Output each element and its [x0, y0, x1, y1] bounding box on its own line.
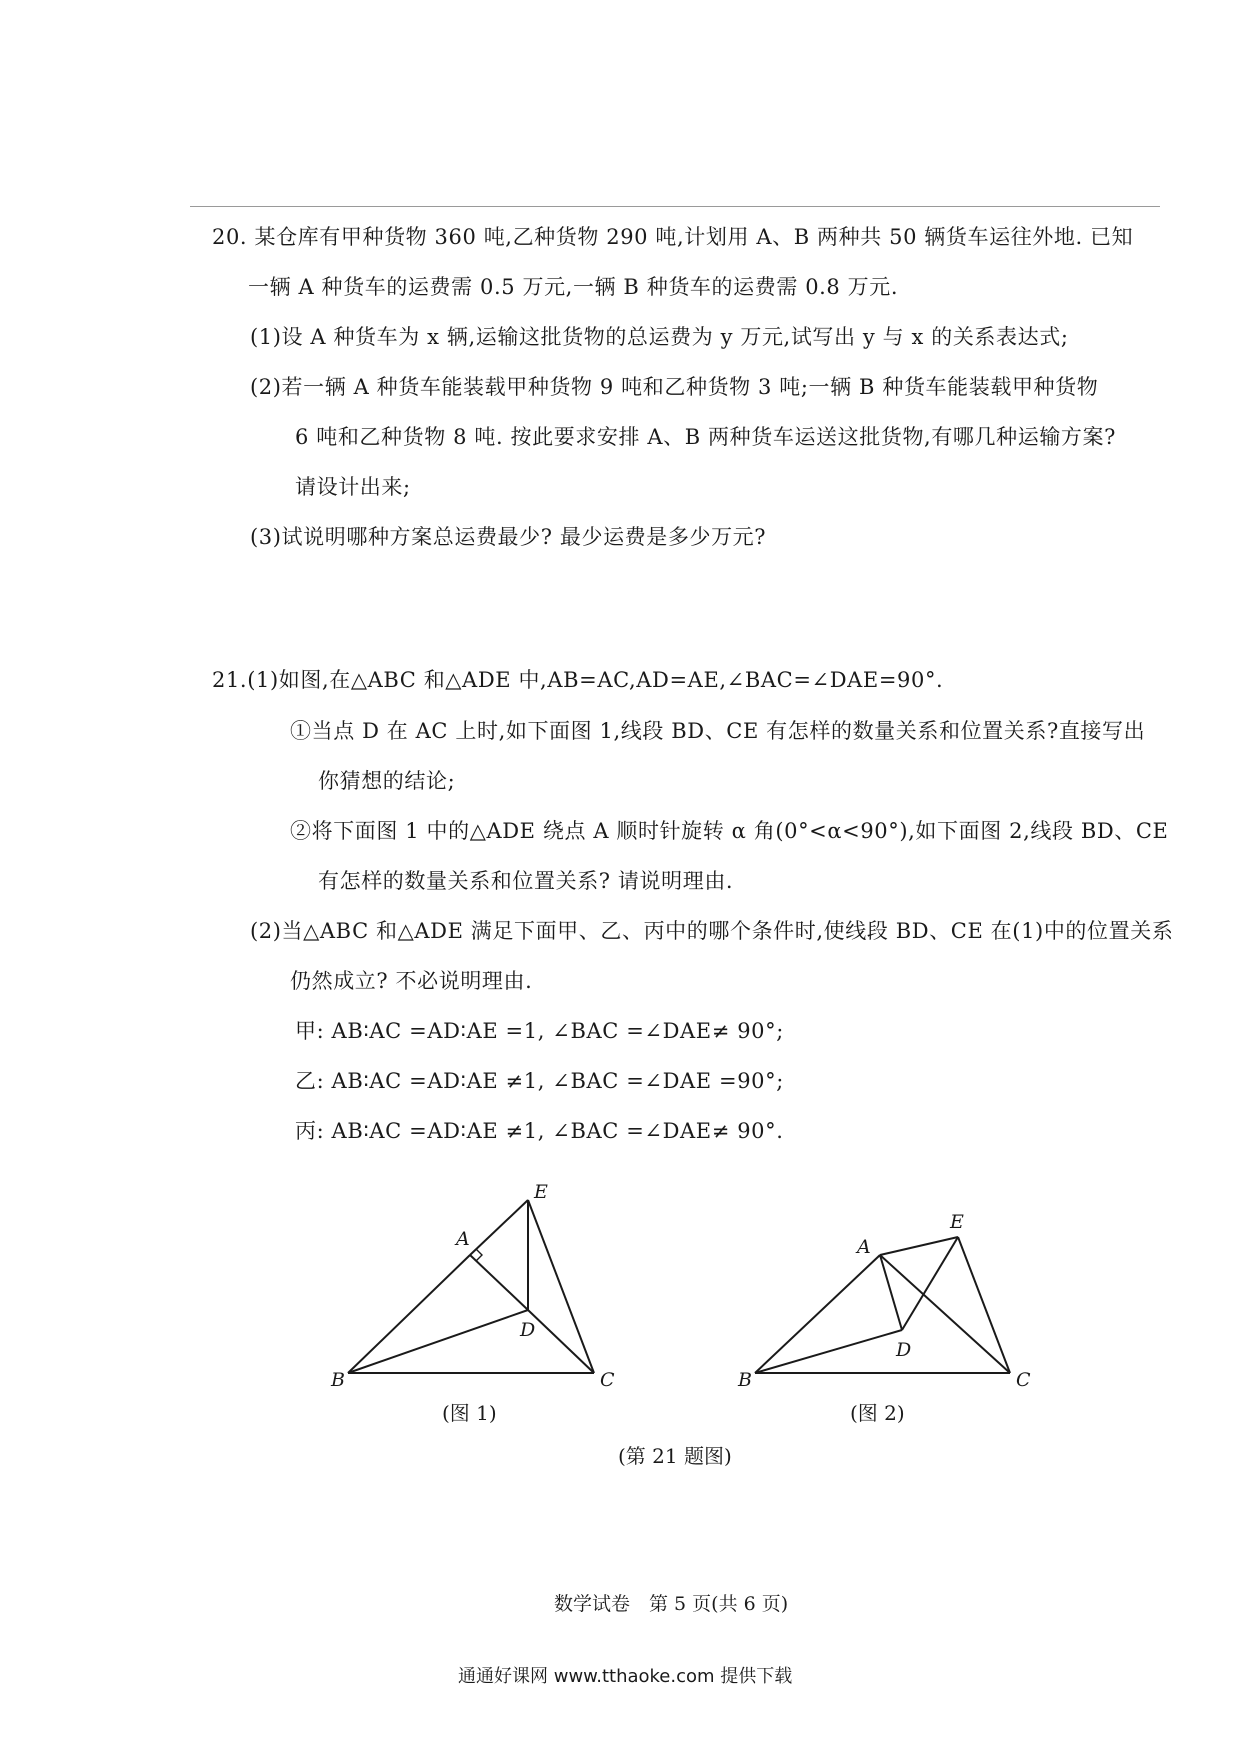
fig2-label-D: D	[896, 1339, 912, 1361]
q20-sub2b: 6 吨和乙种货物 8 吨. 按此要求安排 A、B 两种货车运送这批货物,有哪几种运输方案?	[295, 425, 1116, 449]
fig1-label-B: B	[331, 1369, 345, 1391]
download-credit: 通通好课网 www.tthaoke.com 提供下载	[458, 1666, 793, 1687]
fig1-segment-EC	[528, 1200, 594, 1373]
fig2-label-E: E	[950, 1211, 964, 1233]
q21-c1a: ①当点 D 在 AC 上时,如下面图 1,线段 BD、CE 有怎样的数量关系和位置关系?直接写出	[290, 719, 1146, 743]
figure-2-caption: (图 2)	[850, 1401, 905, 1425]
fig1-label-C: C	[600, 1369, 615, 1391]
fig1-segment-DC	[528, 1310, 594, 1373]
fig1-right-angle-mark	[476, 1249, 482, 1261]
fig1-segment-BD	[348, 1310, 528, 1373]
fig1-label-D: D	[520, 1319, 536, 1341]
q21-c2b: 有怎样的数量关系和位置关系? 请说明理由.	[318, 869, 734, 893]
fig2-segment-AE	[880, 1237, 958, 1255]
q20-line1: 20. 某仓库有甲种货物 360 吨,乙种货物 290 吨,计划用 A、B 两种共 50 辆货车运往外地. 已知	[212, 225, 1134, 249]
figure-1	[330, 1181, 615, 1391]
fig2-segment-EC	[958, 1237, 1010, 1373]
fig1-segment-BA	[348, 1255, 470, 1373]
q21-p2b: 仍然成立? 不必说明理由.	[290, 969, 533, 993]
q21-condition-jia: 甲: AB∶AC =AD∶AE =1, ∠BAC =∠DAE≠ 90°;	[295, 1019, 784, 1043]
q20-sub1: (1)设 A 种货车为 x 辆,运输这批货物的总运费为 y 万元,试写出 y 与 x 的关系表达式;	[250, 325, 1069, 349]
q21-line1: 21.(1)如图,在△ABC 和△ADE 中,AB=AC,AD=AE,∠BAC=∠DAE=90°.	[212, 668, 944, 692]
q21-condition-yi: 乙: AB∶AC =AD∶AE ≠1, ∠BAC =∠DAE =90°;	[295, 1069, 784, 1093]
fig1-segment-AE	[470, 1200, 528, 1255]
q20-sub2c: 请设计出来;	[295, 475, 411, 499]
fig1-label-A: A	[456, 1228, 470, 1250]
fig2-label-C: C	[1016, 1369, 1031, 1391]
q20-line2: 一辆 A 种货车的运费需 0.5 万元,一辆 B 种货车的运费需 0.8 万元.	[248, 275, 899, 299]
q21-c1b: 你猜想的结论;	[318, 769, 456, 793]
fig1-label-E: E	[534, 1181, 548, 1203]
fig2-label-B: B	[738, 1369, 752, 1391]
page-footer: 数学试卷 第 5 页(共 6 页)	[554, 1593, 789, 1615]
q20-sub2a: (2)若一辆 A 种货车能装载甲种货物 9 吨和乙种货物 3 吨;一辆 B 种货车能装载甲种货物	[250, 375, 1099, 399]
q20-sub3: (3)试说明哪种方案总运费最少? 最少运费是多少万元?	[250, 525, 767, 549]
figure-group-caption: (第 21 题图)	[618, 1444, 732, 1468]
fig2-label-A: A	[857, 1236, 871, 1258]
q21-condition-bing: 丙: AB∶AC =AD∶AE ≠1, ∠BAC =∠DAE≠ 90°.	[295, 1119, 784, 1143]
figure-2	[737, 1211, 1031, 1391]
figure-1-caption: (图 1)	[442, 1401, 497, 1425]
q21-p2a: (2)当△ABC 和△ADE 满足下面甲、乙、丙中的哪个条件时,使线段 BD、CE 在(1)中的位置关系	[250, 919, 1174, 943]
fig1-segment-AD	[470, 1255, 528, 1310]
q21-c2a: ②将下面图 1 中的△ADE 绕点 A 顺时针旋转 α 角(0°<α<90°),如下面图 2,线段 BD、CE	[290, 819, 1169, 843]
